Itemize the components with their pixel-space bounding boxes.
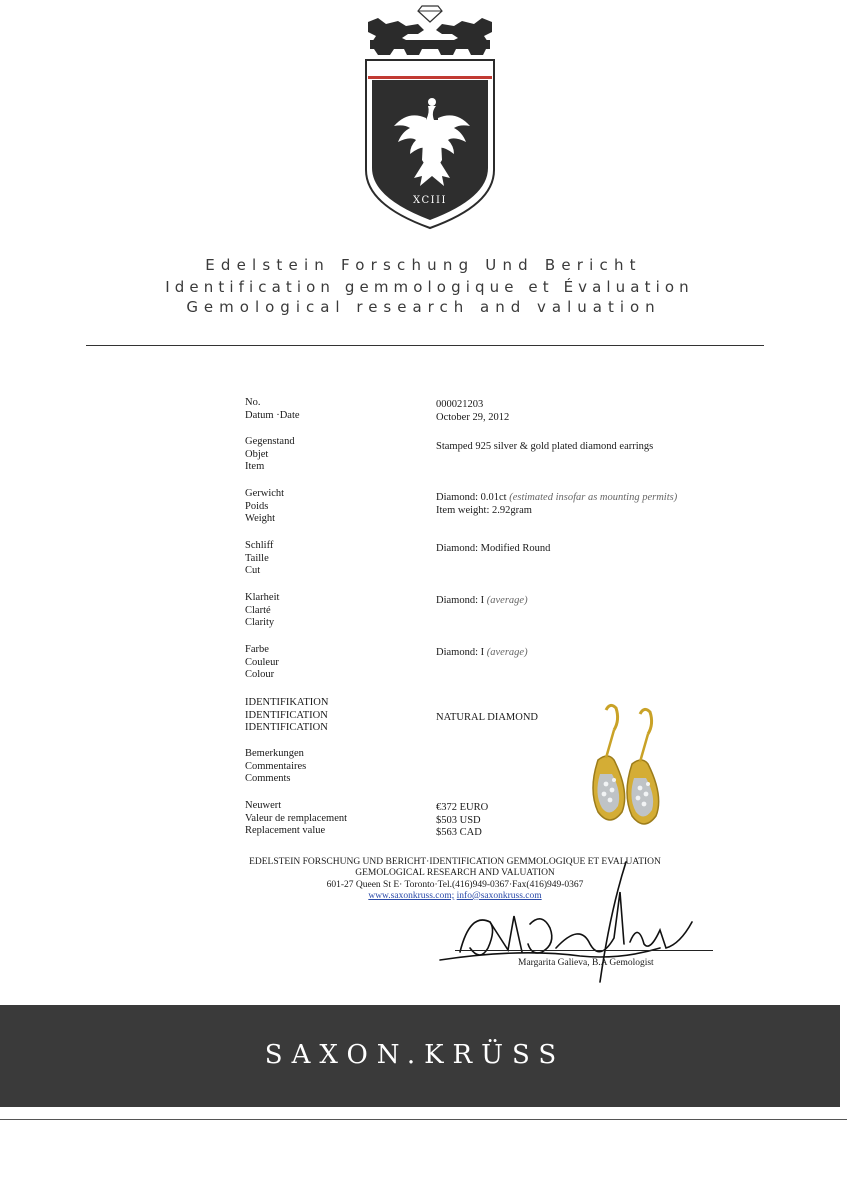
website-link[interactable]: www.saxonkruss.com; [368,890,455,901]
header-line-de: Edelstein Forschung Und Bericht [205,256,642,274]
field-clarity-value: Diamond: I (average) [436,595,528,606]
lions-icon [368,18,492,55]
brand-name: SAXON.KRÜSS [264,1040,566,1070]
footer-line-1: EDELSTEIN FORSCHUNG UND BERICHT·IDENTIFICATION GEMMOLOGIQUE ET EVALUATION [249,857,661,867]
field-colour-label: Farbe Couleur Colour [245,644,279,681]
crest-emblem [360,0,500,232]
field-replacement-value: €372 EURO $503 USD $563 CAD [436,802,489,839]
colour-note: (average) [486,647,528,658]
footer-line-2: GEMOLOGICAL RESEARCH AND VALUATION [355,868,555,879]
field-identification-label: IDENTIFIKATION IDENTIFICATION IDENTIFICATION [245,697,329,734]
signature-line [455,950,713,951]
header-line-en: Gemological research and valuation [186,298,661,316]
field-number-value: 000021203 October 29, 2012 [436,399,510,423]
signatory-name: Margarita Galieva, B.A Gemologist [518,958,654,968]
diamond-icon [418,6,442,22]
field-replacement-label: Neuwert Valeur de remplacement Replacement value [245,800,348,837]
field-item-value: Stamped 925 silver & gold plated diamond earrings [436,441,654,452]
earrings-photo [568,700,678,835]
field-item-label: Gegenstand Objet Item [245,436,295,473]
field-weight-value: Diamond: 0.01ct (estimated insofar as mounting permits) Item weight: 2.92gram [436,492,678,516]
bottom-divider [0,1119,847,1120]
earring-right [627,760,659,824]
footer-line-3: 601-27 Queen St E· Toronto·Tel.(416)949-0367·Fax(416)949-0367 [326,879,584,890]
field-cut-value: Diamond: Modified Round [436,543,551,554]
crest-numeral: XCIII [413,195,447,206]
clarity-note: (average) [486,595,528,606]
email-link[interactable]: info@saxonkruss.com [456,890,542,901]
field-colour-value: Diamond: I (average) [436,647,528,658]
field-identification-value: NATURAL DIAMOND [436,712,538,723]
field-number-label: No. Datum ·Date [245,397,300,421]
weight-note: (estimated insofar as mounting permits) [509,492,678,503]
field-clarity-label: Klarheit Clarté Clarity [245,592,280,629]
field-weight-label: Gerwicht Poids Weight [245,488,285,525]
header-line-fr: Identification gemmologique et Évaluation [165,278,694,296]
earring-left [593,756,625,820]
field-cut-label: Schliff Taille Cut [245,540,274,577]
header-divider [86,345,764,346]
field-comments-label: Bemerkungen Commentaires Comments [245,748,307,785]
